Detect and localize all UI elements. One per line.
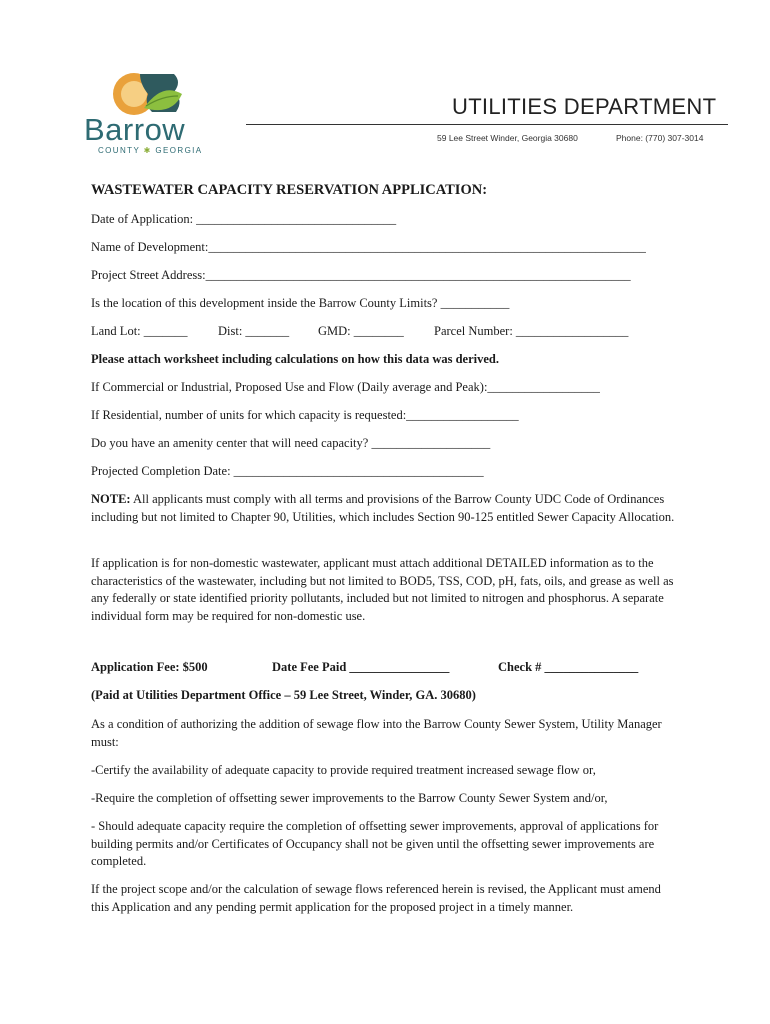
commercial-flow-field[interactable]: If Commercial or Industrial, Proposed Use and Flow (Daily average and Peak):__________________ [91, 380, 600, 394]
logo-subtitle: COUNTY ✱ GEORGIA [98, 146, 203, 155]
date-fee-paid-field[interactable]: Date Fee Paid ________________ [272, 660, 450, 674]
department-address: 59 Lee Street Winder, Georgia 30680 [437, 133, 578, 143]
note-text: All applicants must comply with all terms and provisions of the Barrow County UDC Code of Ordinances including but not limited to Chapter 90, Utilities, which includes Section 90-125 entitled Sewer Capacity Allocation. [91, 492, 675, 524]
project-street-address-field[interactable]: Project Street Address:____________________________________________________________________ [91, 268, 631, 282]
dist-field[interactable]: Dist: _______ [218, 324, 290, 338]
require-item: -Require the completion of offsetting sewer improvements to the Barrow County Sewer System and/or, [91, 791, 608, 805]
should-item: - Should adequate capacity require the completion of offsetting sewer improvements, approval of applications for building permits and/or Certificates of Occupancy shall not be given until the offsetting sewer improvements are completed. [91, 819, 659, 868]
department-phone: Phone: (770) 307-3014 [616, 133, 704, 143]
certify-item: -Certify the availability of adequate capacity to provide required treatment increased sewage flow or, [91, 763, 596, 777]
name-of-development-field[interactable]: Name of Development:______________________________________________________________________ [91, 240, 646, 254]
land-lot-field[interactable]: Land Lot: _______ [91, 324, 188, 338]
note-label: NOTE: [91, 492, 131, 506]
non-domestic-paragraph: If application is for non-domestic wastewater, applicant must attach additional DETAILED information as to the characteristics of the wastewater, including but not limited to BOD5, TSS, COD, pH, fats, oils, and grease as well as any federally or state identified priority pollutants, included but not limited to nitrogen and phosphorus. A separate individual form may be required for non-domestic use. [91, 556, 674, 623]
form-title: WASTEWATER CAPACITY RESERVATION APPLICATION: [91, 182, 488, 198]
logo-wordmark: Barrow [84, 112, 186, 147]
application-fee: Application Fee: $500 [91, 660, 208, 674]
department-title: UTILITIES DEPARTMENT [452, 94, 717, 119]
residential-units-field[interactable]: If Residential, number of units for which capacity is requested:__________________ [91, 408, 519, 422]
attach-worksheet-instruction: Please attach worksheet including calculations on how this data was derived. [91, 352, 500, 366]
projected-completion-date-field[interactable]: Projected Completion Date: ________________________________________ [91, 464, 484, 478]
note-paragraph [91, 491, 681, 526]
paid-at-note: (Paid at Utilities Department Office – 59 Lee Street, Winder, GA. 30680) [91, 688, 476, 702]
parcel-number-field[interactable]: Parcel Number: __________________ [434, 324, 629, 338]
condition-paragraph: As a condition of authorizing the addition of sewage flow into the Barrow County Sewer System, Utility Manager must: [91, 717, 662, 749]
revised-paragraph: If the project scope and/or the calculation of sewage flows referenced herein is revised, the Applicant must amend this Application and any pending permit application for the proposed project in a timely manner. [91, 882, 661, 914]
header-divider [246, 124, 728, 125]
check-number-field[interactable]: Check # _______________ [498, 660, 639, 674]
gmd-field[interactable]: GMD: ________ [318, 324, 404, 338]
date-of-application-field[interactable]: Date of Application: ________________________________ [91, 212, 397, 226]
inside-county-limits-field[interactable]: Is the location of this development inside the Barrow County Limits? ___________ [91, 296, 510, 310]
amenity-center-field[interactable]: Do you have an amenity center that will need capacity? ___________________ [91, 436, 491, 450]
